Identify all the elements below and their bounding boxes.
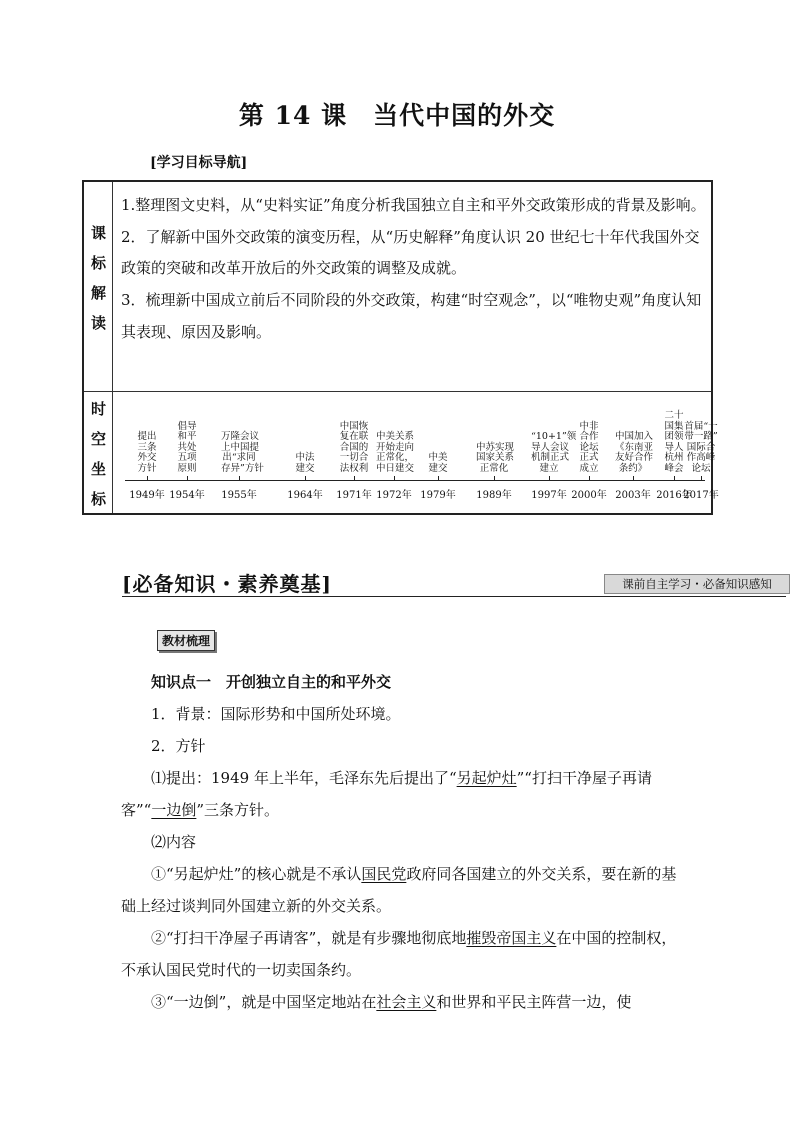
timeline-tick — [674, 476, 675, 481]
content-title: ⑵内容 — [151, 833, 197, 851]
timeline-event-line: 上中国提 — [221, 441, 260, 453]
goals-table — [82, 180, 719, 515]
timeline-event-line: 作高峰 — [686, 452, 716, 463]
timeline-event-line: 二十 — [664, 410, 684, 421]
text-span: 政府同各国建立的外交关系，要在新的基础上经过谈判同外国建立新的外交关系。 — [121, 865, 677, 915]
timeline-event-line: 条约》 — [618, 462, 648, 474]
section-heading: [必备知识・素养奠基] — [122, 572, 332, 596]
goal-item: 3．梳理新中国成立前后不同阶段的外交政策，构建“时空观念”，以“唯物史观”角度认知其表现、原因及影响。 — [121, 291, 702, 341]
timeline-event-line: 成立 — [579, 462, 599, 474]
text-span: 和世界和平民主阵营一边，使 — [436, 993, 632, 1011]
timeline-tick — [239, 476, 240, 481]
timeline-tick — [394, 476, 395, 481]
side-label-timeline — [84, 394, 113, 514]
content-item-1 — [121, 858, 677, 922]
underlined-term: 一边倒 — [151, 801, 197, 819]
timeline-event-line: 中美 — [428, 452, 448, 463]
timeline-event — [221, 431, 264, 474]
timeline-event-line: 中苏实现 — [476, 441, 515, 453]
timeline-year: 1979年 — [420, 490, 456, 501]
table-divider — [84, 391, 711, 392]
timeline-event — [420, 453, 456, 474]
textbook-review-tag: 教材梳理 — [157, 630, 215, 651]
timeline-event-line: 共处 — [177, 441, 197, 453]
timeline-event-line: 建交 — [428, 462, 448, 474]
side-label-curriculum — [84, 218, 113, 338]
timeline-year: 1955年 — [221, 490, 257, 501]
timeline-event-line: 峰会 — [664, 462, 684, 474]
timeline-event-line: 合国的 — [339, 441, 369, 453]
timeline-event-line: 导人 — [664, 441, 684, 453]
side-char: 标 — [90, 490, 106, 508]
timeline-year: 2017年 — [683, 490, 719, 501]
timeline-event-line: 机制正式 — [531, 452, 570, 463]
timeline-event — [376, 431, 415, 474]
timeline-event-line: 中法 — [295, 452, 315, 463]
timeline-event-line: 国际合 — [686, 441, 716, 453]
knowledge-point-title: 知识点一 开创独立自主的和平外交 — [151, 673, 392, 691]
timeline-event-line: 三条 — [137, 441, 157, 453]
timeline-event — [683, 422, 719, 475]
timeline-event-line: 法权利 — [339, 462, 369, 474]
underlined-term: 另起炉灶 — [456, 769, 517, 787]
timeline-event-line: 正式 — [579, 452, 599, 463]
knowledge-body — [121, 666, 677, 1018]
timeline-event — [531, 431, 577, 474]
timeline-event-line: 方针 — [137, 462, 157, 474]
timeline-event-line: 团领 — [664, 431, 684, 442]
timeline-year: 2016年 — [656, 490, 692, 501]
section-rule — [122, 596, 786, 597]
timeline-event-line: 存异”方针 — [221, 462, 264, 474]
timeline-tick — [494, 476, 495, 481]
learning-goals-label: [学习目标导航] — [150, 155, 248, 171]
timeline-event — [287, 453, 323, 474]
side-char: 时 — [90, 400, 106, 418]
timeline-tick — [147, 476, 148, 481]
background-line: 1．背景：国际形势和中国所处环境。 — [151, 705, 401, 723]
timeline-event — [129, 432, 165, 474]
timeline-tick — [589, 476, 590, 481]
timeline-event-line: 论坛 — [579, 441, 599, 453]
policy-title: 2．方针 — [151, 737, 206, 755]
proposal-paragraph — [121, 762, 677, 826]
content-item-2 — [121, 922, 677, 986]
timeline-event-line: 论坛 — [691, 462, 711, 474]
timeline-event — [169, 422, 205, 475]
timeline-event-line: 正常化， — [376, 452, 415, 463]
timeline-event-line: 外交 — [137, 452, 157, 463]
side-char: 空 — [90, 430, 106, 448]
timeline-event-line: 国集 — [664, 420, 684, 432]
timeline-year: 1964年 — [287, 490, 323, 501]
timeline-event-line: 合作 — [579, 431, 599, 442]
text-span: ⑴提出：1949 年上半年，毛泽东先后提出了“ — [151, 769, 457, 787]
timeline-event-line: 开始走向 — [376, 441, 415, 453]
side-char: 读 — [90, 314, 106, 332]
timeline-event-line: 原则 — [177, 462, 197, 474]
timeline-year: 2000年 — [571, 490, 607, 501]
underlined-term: 帝国主义 — [496, 929, 557, 947]
timeline-year: 1989年 — [476, 490, 512, 501]
timeline-event-line: 中日建交 — [376, 462, 415, 474]
timeline-event — [615, 431, 654, 474]
timeline-event — [336, 422, 372, 475]
timeline-event — [571, 422, 607, 475]
timeline-tick — [187, 476, 188, 481]
text-span: ①“另起炉灶”的核心就是不承认 — [151, 865, 362, 883]
timeline-event-line: 复在联 — [339, 431, 369, 442]
timeline-tick — [438, 476, 439, 481]
timeline-event — [476, 441, 515, 475]
text-span: ③“一边倒”，就是中国坚定地站在 — [151, 993, 377, 1011]
timeline-axis — [125, 480, 705, 481]
timeline-event-line: 提出 — [137, 431, 157, 442]
timeline-event-line: 导人会议 — [531, 441, 570, 453]
side-char: 坐 — [90, 460, 106, 478]
timeline-event-line: “10+1”领 — [531, 431, 577, 442]
timeline-year: 1949年 — [129, 490, 165, 501]
timeline-event-line: 带一路” — [684, 431, 718, 442]
timeline-event-line: 友好合作 — [615, 452, 654, 463]
timeline-tick — [549, 476, 550, 481]
timeline-event-line: 一切合 — [339, 452, 369, 463]
timeline-event-line: 中非 — [579, 420, 599, 432]
timeline-event-line: 建交 — [295, 462, 315, 474]
timeline-event-line: 正常化 — [479, 462, 509, 474]
timeline-event-line: 万隆会议 — [221, 431, 260, 442]
timeline-event-line: 五项 — [177, 452, 197, 463]
timeline-tick — [701, 476, 702, 481]
timeline-event-line: 中美关系 — [376, 431, 415, 442]
timeline-event-line: 首届“一 — [684, 420, 718, 432]
timeline-event-line: 出“求同 — [222, 452, 256, 463]
goal-item: 1.整理图文史料，从“史料实证”角度分析我国独立自主和平外交政策形成的背景及影响。 — [121, 196, 706, 214]
timeline-event-line: 国家关系 — [476, 452, 515, 463]
underlined-term: 社会主义 — [376, 993, 437, 1011]
text-span: ”三条方针。 — [196, 801, 280, 819]
timeline-year: 1971年 — [336, 490, 372, 501]
text-span: ②“打扫干净屋子再请客”，就是有步骤地彻底地 — [151, 929, 467, 947]
side-char: 课 — [90, 224, 106, 242]
timeline-tick — [305, 476, 306, 481]
timeline-event-line: 倡导 — [177, 420, 197, 432]
content-item-3 — [121, 986, 677, 1018]
side-char: 解 — [90, 284, 106, 302]
timeline — [117, 397, 719, 512]
timeline-year: 1997年 — [531, 490, 567, 501]
underlined-term: 国民党 — [361, 865, 407, 883]
goal-item: 2．了解新中国外交政策的演变历程，从“历史解释”角度认识 20 世纪七十年代我国外交政策的突破和改革开放后的外交政策的调整及成就。 — [121, 227, 700, 278]
lesson-title: 第 14 课 当代中国的外交 — [238, 101, 556, 130]
section-tab: 课前自主学习・必备知识感知 — [604, 574, 790, 594]
timeline-event-line: 建立 — [539, 462, 559, 474]
side-char: 标 — [90, 254, 106, 272]
timeline-year: 1972年 — [376, 490, 412, 501]
timeline-tick — [354, 476, 355, 481]
timeline-event-line: 和平 — [177, 431, 197, 442]
timeline-event-line: 杭州 — [664, 452, 684, 463]
timeline-event-line: 《东南亚 — [615, 441, 654, 453]
timeline-year: 2003年 — [615, 490, 651, 501]
timeline-tick — [633, 476, 634, 481]
timeline-event-line: 中国恢 — [339, 420, 369, 432]
underlined-term: 摧毁 — [466, 929, 497, 947]
timeline-year: 1954年 — [169, 490, 205, 501]
timeline-event-line: 中国加入 — [615, 431, 654, 442]
curriculum-goals — [121, 190, 711, 349]
text-span: 在中国的控制权，不承认国民党时代的一切卖国条约。 — [121, 929, 677, 979]
text-span: ”“打扫干净屋子再请客”“ — [121, 769, 652, 819]
